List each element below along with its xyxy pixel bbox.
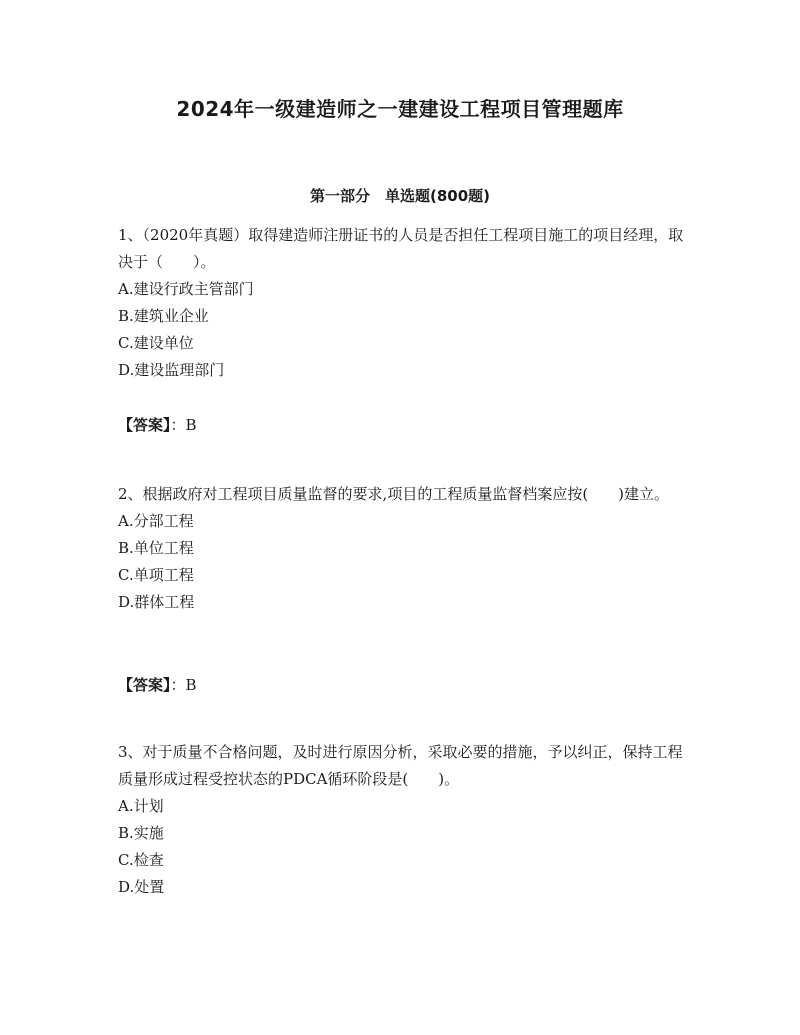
option-b: B.单位工程: [118, 539, 194, 557]
option-d: D.群体工程: [118, 593, 195, 611]
option-a: A.分部工程: [118, 512, 194, 530]
document-title: 2024年一级建造师之一建建设工程项目管理题库: [176, 97, 624, 121]
option-c: C.检查: [118, 851, 164, 869]
question-3: [118, 739, 688, 901]
option-b: B.实施: [118, 824, 164, 842]
answer-separator: ：: [170, 416, 186, 434]
option-c: C.单项工程: [118, 566, 194, 584]
answer-label: 【答案】: [118, 416, 171, 434]
answer-1: [118, 412, 197, 439]
question-stem: 1、（2020年真题）取得建造师注册证书的人员是否担任工程项目施工的项目经理，取决于（ ）。: [118, 226, 684, 271]
answer-label: 【答案】: [118, 676, 171, 694]
section-title: 第一部分 单选题(800题): [309, 187, 491, 205]
option-d: D.处置: [118, 878, 165, 896]
option-b: B.建筑业企业: [118, 307, 209, 325]
answer-2: [118, 672, 197, 699]
option-a: A.建设行政主管部门: [118, 280, 254, 298]
option-c: C.建设单位: [118, 334, 194, 352]
answer-value: B: [185, 416, 197, 434]
answer-separator: ：: [170, 676, 186, 694]
question-stem: 3、对于质量不合格问题，及时进行原因分析，采取必要的措施，予以纠正，保持工程质量形成过程受控状态的PDCA循环阶段是( )。: [118, 743, 683, 788]
question-1: [118, 222, 688, 384]
question-stem: 2、根据政府对工程项目质量监督的要求,项目的工程质量监督档案应按( )建立。: [118, 485, 670, 503]
option-d: D.建设监理部门: [118, 361, 225, 379]
question-2: [118, 481, 688, 616]
option-a: A.计划: [118, 797, 164, 815]
answer-value: B: [185, 676, 197, 694]
